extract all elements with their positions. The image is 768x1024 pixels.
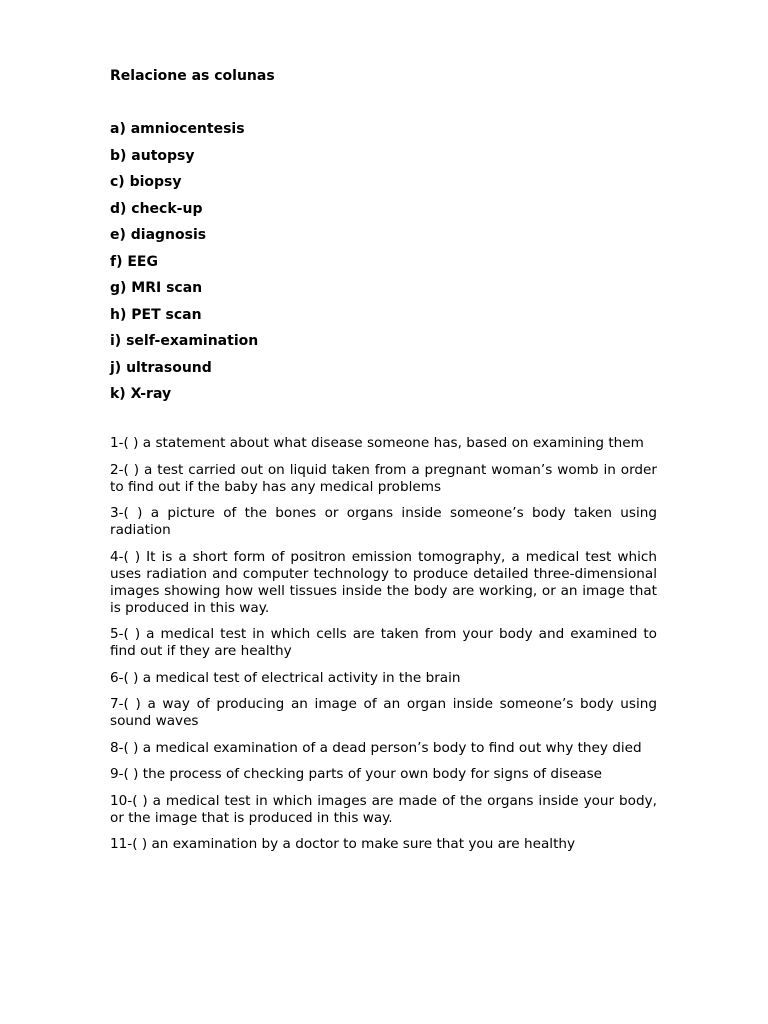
- option-i: i) self-examination: [110, 333, 259, 349]
- document-page: [110, 66, 657, 863]
- option-b: b) autopsy: [110, 147, 195, 164]
- question-9: 9-( ) the process of checking parts of your own body for signs of disease: [110, 766, 603, 782]
- option-k: k) X-ray: [110, 386, 172, 402]
- question-5: 5-( ) a medical test in which cells are taken from your body and examined to find out if they are healthy: [110, 626, 657, 659]
- question-3: 3-( ) a picture of the bones or organs inside someone’s body taken using radiation: [110, 505, 657, 538]
- question-7: 7-( ) a way of producing an image of an organ inside someone’s body using sound waves: [110, 696, 657, 729]
- question-1: 1-( ) a statement about what disease someone has, based on examining them: [110, 435, 644, 451]
- question-11: 11-( ) an examination by a doctor to make sure that you are healthy: [110, 836, 576, 852]
- options-list: [110, 119, 657, 404]
- questions-list: [110, 435, 657, 853]
- option-j: j) ultrasound: [110, 359, 212, 376]
- question-6: 6-( ) a medical test of electrical activity in the brain: [110, 669, 461, 686]
- option-e: e) diagnosis: [110, 227, 207, 243]
- option-g: g) MRI scan: [110, 280, 203, 296]
- option-f: f) EEG: [110, 253, 158, 270]
- question-10: 10-( ) a medical test in which images are made of the organs inside your body, or the image that is produced in this way.: [110, 792, 657, 826]
- option-d: d) check-up: [110, 200, 203, 217]
- option-h: h) PET scan: [110, 306, 202, 323]
- question-8: 8-( ) a medical examination of a dead person’s body to find out why they died: [110, 739, 642, 756]
- page-title: Relacione as colunas: [110, 68, 275, 84]
- question-4: 4-( ) It is a short form of positron emission tomography, a medical test which uses radiation and computer technology to produce detailed three-dimensional images showing how well tissues inside the body are working, or an image that is produced in this way.: [110, 548, 657, 616]
- question-2: 2-( ) a test carried out on liquid taken from a pregnant woman’s womb in order to find out if the baby has any medical problems: [110, 461, 657, 495]
- option-a: a) amniocentesis: [110, 121, 245, 137]
- option-c: c) biopsy: [110, 174, 182, 190]
